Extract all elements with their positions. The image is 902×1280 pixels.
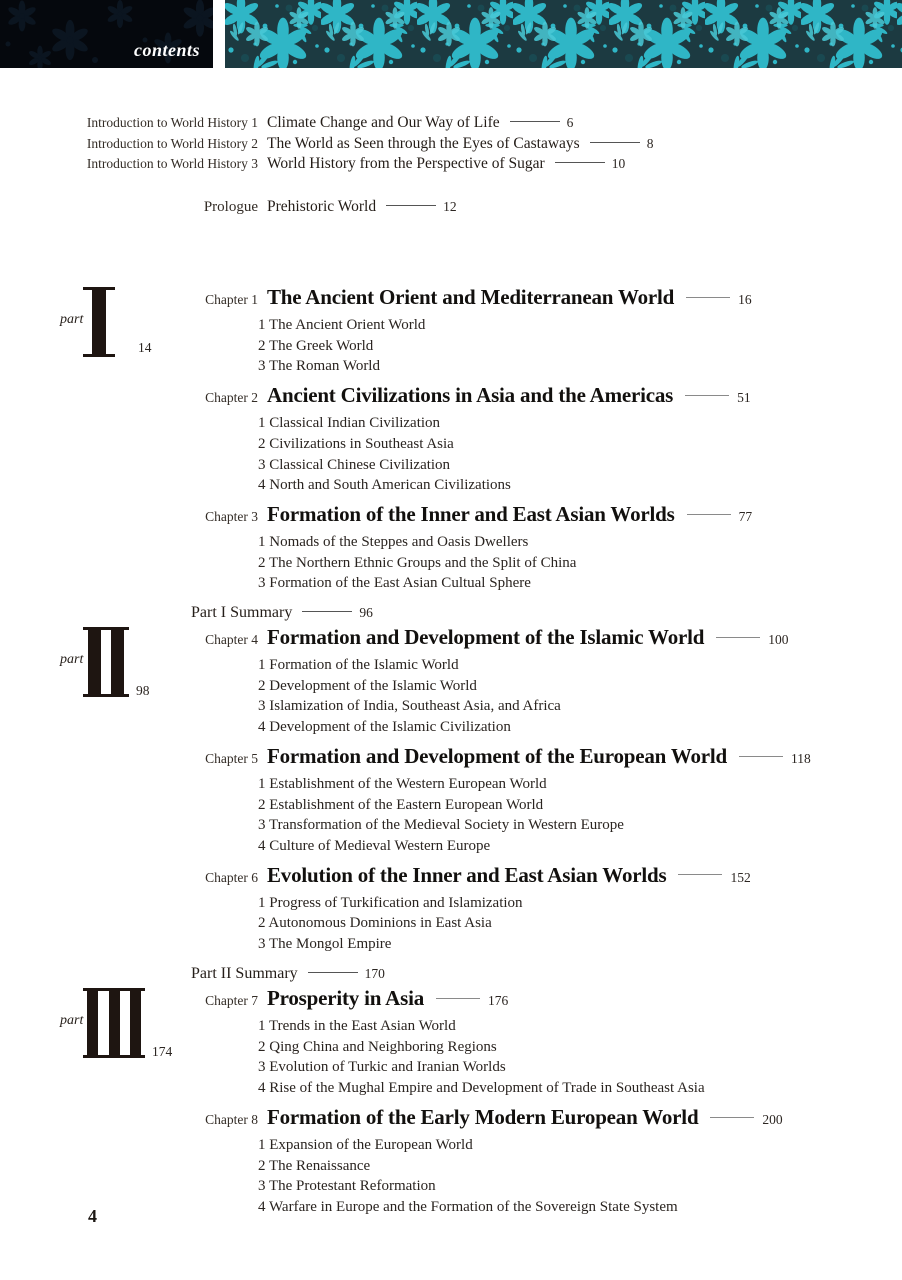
part-section-3 xyxy=(0,986,882,1224)
intro-title xyxy=(267,154,625,175)
intro-title xyxy=(267,113,573,134)
section-item: 1 Expansion of the European World xyxy=(258,1136,473,1153)
section-item: 4 Warfare in Europe and the Formation of the Sovereign State System xyxy=(258,1198,678,1215)
dash-rule xyxy=(590,142,640,143)
intro-label: Introduction to World History 3 xyxy=(86,156,258,172)
toc-intro-row xyxy=(0,113,882,134)
section-item: 1 The Ancient Orient World xyxy=(258,317,426,333)
section-item: 4 Culture of Medieval Western Europe xyxy=(258,837,491,854)
section-item: 1 Progress of Turkification and Islamization xyxy=(258,894,523,911)
section-list xyxy=(258,532,576,594)
part-page-ref: 98 xyxy=(136,683,150,698)
chapter-label: Chapter 7 xyxy=(205,993,258,1008)
chapter-title-line xyxy=(267,383,751,410)
chapter-block xyxy=(0,502,882,594)
section-item: 1 Trends in the East Asian World xyxy=(258,1018,456,1034)
section-list xyxy=(258,774,624,857)
page-ref: 152 xyxy=(730,869,751,885)
part-word: part xyxy=(60,1013,84,1028)
numeral-stems xyxy=(83,290,115,354)
chapter-label: Chapter 8 xyxy=(205,1111,258,1127)
prologue-label: Prologue xyxy=(203,199,258,215)
intro-title-text: Climate Change and Our Way of Life xyxy=(267,114,500,131)
section-item: 4 North and South American Civilizations xyxy=(258,477,511,494)
intro-title-text: The World as Seen through the Eyes of Castaways xyxy=(267,134,580,152)
contents-title-block xyxy=(0,0,213,68)
dash-rule xyxy=(678,874,722,875)
chapter-label: Chapter 3 xyxy=(205,508,258,524)
section-item: 3 Evolution of Turkic and Iranian Worlds xyxy=(258,1059,506,1076)
part-section-2 xyxy=(0,625,882,987)
page-ref: 170 xyxy=(364,965,385,981)
chapter-block xyxy=(0,863,882,955)
intro-title-text: World History from the Perspective of Sugar xyxy=(267,155,545,173)
section-item: 1 Formation of the Islamic World xyxy=(258,657,459,673)
section-item: 1 Establishment of the Western European World xyxy=(258,775,547,792)
chapter-heading xyxy=(0,1105,882,1132)
section-item: 4 Development of the Islamic Civilization xyxy=(258,719,511,736)
section-item: 3 Formation of the East Asian Cultual Sphere xyxy=(258,575,531,592)
roman-numeral-II xyxy=(83,627,129,697)
prologue-title-text: Prehistoric World xyxy=(267,198,377,215)
dash-rule xyxy=(302,611,352,612)
teal-floral-banner xyxy=(225,0,902,68)
section-item: 3 Classical Chinese Civilization xyxy=(258,456,451,473)
toc-prologue-row xyxy=(0,197,882,218)
chapter-title-line xyxy=(267,744,811,771)
dash-rule xyxy=(710,1117,754,1118)
section-list xyxy=(258,655,561,738)
chapter-block xyxy=(0,383,882,496)
section-item: 3 Islamization of India, Southeast Asia, and Africa xyxy=(258,698,561,715)
dash-rule xyxy=(386,205,436,206)
contents-label: contents xyxy=(133,40,200,60)
chapter-title: The Ancient Orient and Mediterranean World xyxy=(267,285,675,309)
chapter-title-line xyxy=(267,502,752,529)
chapter-title: Ancient Civilizations in Asia and the Americas xyxy=(267,383,674,408)
intro-label: Introduction to World History 2 xyxy=(86,135,258,151)
chapter-heading xyxy=(0,863,882,890)
chapter-heading xyxy=(0,502,882,529)
page-ref: 16 xyxy=(738,292,752,307)
numeral-serif-bottom xyxy=(83,694,129,697)
section-item: 2 The Northern Ethnic Groups and the Split of China xyxy=(258,554,577,571)
section-list xyxy=(258,1016,705,1099)
part-summary-label: Part II Summary xyxy=(191,964,298,982)
dash-rule xyxy=(686,297,730,298)
page-ref: 12 xyxy=(443,199,457,214)
page-ref: 8 xyxy=(646,135,654,151)
part-word: part xyxy=(60,652,84,667)
part-summary xyxy=(191,600,882,626)
part-marker-1 xyxy=(60,285,200,363)
section-item: 1 Classical Indian Civilization xyxy=(258,415,441,432)
chapter-title: Formation of the Early Modern European World xyxy=(267,1104,699,1129)
section-item: 3 The Roman World xyxy=(258,358,380,375)
section-item: 4 Rise of the Mughal Empire and Development of Trade in Southeast Asia xyxy=(258,1080,705,1097)
numeral-serif-bottom xyxy=(83,1055,145,1058)
chapter-block xyxy=(0,1105,882,1218)
page-ref: 6 xyxy=(566,115,574,130)
numeral-stems xyxy=(83,991,145,1055)
page-ref: 118 xyxy=(791,750,811,766)
chapter-block xyxy=(0,744,882,857)
page-ref: 176 xyxy=(488,993,509,1008)
prologue-title xyxy=(267,197,457,218)
numeral-stems xyxy=(83,630,129,694)
chapter-title-line xyxy=(267,285,752,312)
dash-rule xyxy=(685,395,729,396)
part-marker-3 xyxy=(60,986,200,1064)
part-summary xyxy=(191,961,882,987)
page-ref: 96 xyxy=(359,605,373,621)
section-item: 3 The Mongol Empire xyxy=(258,936,392,953)
toc-intro-row xyxy=(0,134,882,155)
chapter-label: Chapter 6 xyxy=(205,869,258,885)
section-list xyxy=(258,413,511,496)
section-item: 2 The Renaissance xyxy=(258,1157,371,1174)
roman-numeral-III xyxy=(83,988,145,1058)
dash-rule xyxy=(555,162,605,163)
part-page-ref: 14 xyxy=(138,340,152,355)
intro-label: Introduction to World History 1 xyxy=(86,115,258,130)
page-ref: 100 xyxy=(768,632,789,647)
section-item: 3 Transformation of the Medieval Society in Western Europe xyxy=(258,817,624,834)
roman-numeral-I xyxy=(83,287,115,357)
section-item: 1 Nomads of the Steppes and Oasis Dwellers xyxy=(258,533,529,550)
dash-rule xyxy=(510,121,560,122)
section-item: 2 Development of the Islamic World xyxy=(258,677,477,694)
toc-intro-row xyxy=(0,154,882,175)
chapter-label: Chapter 1 xyxy=(205,292,258,307)
chapter-title: Formation and Development of the Islamic World xyxy=(267,625,705,649)
numeral-serif-bottom xyxy=(83,354,115,357)
dash-rule xyxy=(716,637,760,638)
page-ref: 10 xyxy=(611,156,626,172)
teal-floral-pattern xyxy=(225,0,902,68)
chapter-heading xyxy=(0,383,882,410)
chapter-title: Prosperity in Asia xyxy=(267,986,425,1010)
dash-rule xyxy=(436,998,480,999)
chapter-title: Evolution of the Inner and East Asian Worlds xyxy=(267,862,667,887)
part-page-ref: 174 xyxy=(152,1044,173,1059)
chapter-title-line xyxy=(267,1105,783,1132)
section-list xyxy=(258,315,425,377)
section-list xyxy=(258,893,523,955)
section-item: 2 Qing China and Neighboring Regions xyxy=(258,1038,497,1055)
chapter-label: Chapter 2 xyxy=(205,390,258,406)
intro-title xyxy=(267,134,653,155)
chapter-title: Formation of the Inner and East Asian Worlds xyxy=(267,501,675,526)
section-list xyxy=(258,1135,678,1218)
folio-page-number: 4 xyxy=(88,1206,97,1226)
section-item: 2 Autonomous Dominions in East Asia xyxy=(258,915,492,932)
section-item: 2 Establishment of the Eastern European World xyxy=(258,796,544,813)
part-summary-label: Part I Summary xyxy=(191,604,293,622)
dash-rule xyxy=(739,756,783,757)
dash-rule xyxy=(308,972,358,973)
chapter-label: Chapter 4 xyxy=(205,632,258,647)
page-header xyxy=(0,0,902,68)
chapter-heading xyxy=(0,744,882,771)
page-ref: 77 xyxy=(738,508,753,524)
section-item: 2 Civilizations in Southeast Asia xyxy=(258,435,454,452)
chapter-title-line xyxy=(267,986,508,1013)
intro-list xyxy=(0,113,882,175)
header-divider xyxy=(213,0,225,68)
chapter-title: Formation and Development of the European World xyxy=(267,743,728,768)
chapter-title-line xyxy=(267,625,788,652)
chapter-title-line xyxy=(267,863,751,890)
part-word: part xyxy=(60,312,84,327)
section-item: 2 The Greek World xyxy=(258,337,374,354)
page-ref: 200 xyxy=(762,1111,783,1127)
page-ref: 51 xyxy=(737,390,751,406)
part-marker-2 xyxy=(60,625,200,703)
part-section-1 xyxy=(0,285,882,626)
dash-rule xyxy=(687,514,731,515)
chapter-label: Chapter 5 xyxy=(205,750,258,766)
section-item: 3 The Protestant Reformation xyxy=(258,1178,436,1195)
